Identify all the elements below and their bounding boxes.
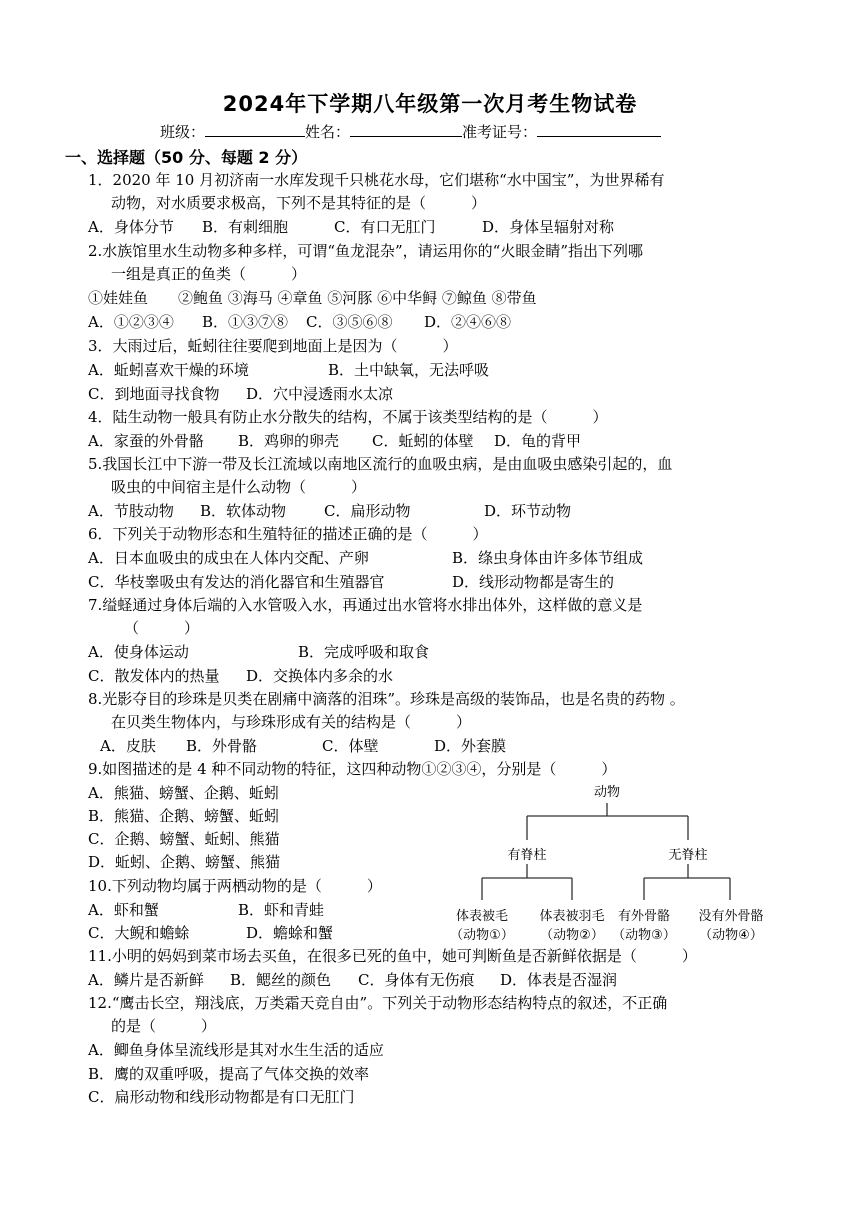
- q1-option-b[interactable]: B．有刺细胞: [202, 218, 289, 236]
- q7-option-a[interactable]: A．使身体运动: [88, 643, 189, 661]
- exam-id-blank[interactable]: [537, 122, 661, 137]
- q2-option-d[interactable]: D．②④⑥⑧: [424, 313, 512, 331]
- q3-option-a[interactable]: A．蚯蚓喜欢干燥的环境: [88, 361, 249, 379]
- q8-stem-line1: 8.光影夺目的珍珠是贝类在剧痛中滴落的泪珠”。珍珠是高级的装饰品，也是名贵的药物 。: [88, 690, 685, 708]
- q5-option-b[interactable]: B．软体动物: [200, 502, 287, 520]
- q1-option-a[interactable]: A．身体分节: [88, 218, 174, 236]
- q4-option-c[interactable]: C．蚯蚓的体壁: [372, 432, 474, 450]
- q2-stem-line1: 2.水族馆里水生动物多种多样，可谓“鱼龙混杂”，请运用你的“火眼金睛”指出下列哪: [88, 242, 643, 260]
- q7-stem-line1: 7.缢蛏通过身体后端的入水管吸入水，再通过出水管将水排出体外，这样做的意义是: [88, 596, 643, 614]
- q11-options: [88, 970, 617, 990]
- q2-option-c[interactable]: C．③⑤⑥⑧: [306, 313, 393, 331]
- q4-option-b[interactable]: B．鸡卵的卵壳: [238, 432, 340, 450]
- q5-stem-line2: 吸虫的中间宿主是什么动物（ ）: [111, 478, 367, 496]
- q5-option-d[interactable]: D．环节动物: [484, 502, 572, 520]
- q8-option-c[interactable]: C．体壁: [322, 737, 379, 755]
- q6-options-row1: [88, 548, 643, 568]
- q9-option-d[interactable]: D．蚯蚓、企鹅、螃蟹、熊猫: [88, 853, 281, 871]
- q5-stem-line1: 5.我国长江中下游一带及长江流域以南地区流行的血吸虫病，是由血吸虫感染引起的，血: [88, 455, 673, 473]
- leaf-3-feature: 有外骨骼: [617, 909, 670, 924]
- q5-option-a[interactable]: A．节肢动物: [88, 502, 174, 520]
- leaf-2-feature: 体表被羽毛: [539, 909, 605, 924]
- q8-option-b[interactable]: B．外骨骼: [186, 737, 258, 755]
- q11-stem: 11.小明的妈妈到菜市场去买鱼，在很多已死的鱼中，她可判断鱼是否新鲜依据是（ ）: [88, 947, 697, 965]
- q1-options: [88, 217, 614, 237]
- student-info-line: [160, 121, 661, 142]
- q4-options: [88, 431, 581, 451]
- q5-options: [88, 501, 571, 521]
- q6-option-a[interactable]: A．日本血吸虫的成虫在人体内交配、产卵: [88, 549, 369, 567]
- q1-option-c[interactable]: C．有口无肛门: [334, 218, 436, 236]
- exam-title: 2024年下学期八年级第一次月考生物试卷: [222, 92, 638, 116]
- leaf-4-feature: 没有外骨骼: [698, 909, 764, 924]
- q10-options-row1: [88, 900, 324, 920]
- q9-option-a[interactable]: A．熊猫、螃蟹、企鹅、蚯蚓: [88, 784, 279, 802]
- leaf-3-animal: （动物③）: [612, 928, 676, 943]
- q1-stem-line1: 1．2020 年 10 月初济南一水库发现千只桃花水母，它们堪称“水中国宝”，为世界稀有: [88, 171, 665, 189]
- animal-classification-diagram: [440, 778, 780, 948]
- q9-option-c[interactable]: C．企鹅、螃蟹、蚯蚓、熊猫: [88, 830, 280, 848]
- q1-stem-line2: 动物，对水质要求极高，下列不是其特征的是（ ）: [111, 194, 487, 212]
- q8-stem-line2: 在贝类生物体内，与珍珠形成有关的结构是（ ）: [111, 713, 472, 731]
- q2-option-a[interactable]: A．①②③④: [88, 313, 174, 331]
- q6-options-row2: [88, 572, 614, 592]
- q7-option-c[interactable]: C．散发体内的热量: [88, 667, 220, 685]
- class-blank[interactable]: [205, 122, 305, 137]
- q10-options-row2: [88, 923, 333, 943]
- q11-option-b[interactable]: B．鳃丝的颜色: [230, 971, 332, 989]
- q11-option-c[interactable]: C．身体有无伤痕: [358, 971, 475, 989]
- q10-stem: 10.下列动物均属于两栖动物的是（ ）: [88, 877, 382, 895]
- diagram-root-label: 动物: [593, 785, 620, 800]
- exam-id-label: 准考证号：: [462, 123, 538, 141]
- q2-stem-line2: 一组是真正的鱼类（ ）: [111, 265, 307, 283]
- q8-options: [100, 736, 506, 756]
- q3-option-b[interactable]: B．土中缺氧，无法呼吸: [328, 361, 490, 379]
- q10-option-d[interactable]: D．蟾蜍和蟹: [246, 924, 334, 942]
- q2-items: ①娃娃鱼 ②鲍鱼 ③海马 ④章鱼 ⑤河豚 ⑥中华鲟 ⑦鲸鱼 ⑧带鱼: [88, 289, 537, 307]
- q6-stem: 6．下列关于动物形态和生殖特征的描述正确的是（ ）: [88, 525, 488, 543]
- q7-option-d[interactable]: D．交换体内多余的水: [246, 667, 394, 685]
- q3-stem: 3．大雨过后，蚯蚓往往要爬到地面上是因为（ ）: [88, 337, 458, 355]
- q7-option-b[interactable]: B．完成呼吸和取食: [298, 643, 430, 661]
- q4-stem: 4．陆生动物一般具有防止水分散失的结构，不属于该类型结构的是（ ）: [88, 408, 608, 426]
- diagram-vertebrate-label: 有脊柱: [507, 848, 547, 863]
- q3-options-row1: [88, 360, 489, 380]
- q7-stem-line2: （ ）: [124, 619, 200, 637]
- q10-option-a[interactable]: A．虾和蟹: [88, 901, 159, 919]
- q1-option-d[interactable]: D．身体呈辐射对称: [482, 218, 615, 236]
- leaf-1-feature: 体表被毛: [455, 909, 508, 924]
- diagram-leaf-2: [528, 905, 616, 943]
- leaf-2-animal: （动物②）: [540, 928, 604, 943]
- q12-option-a[interactable]: A．鲫鱼身体呈流线形是其对水生生活的适应: [88, 1041, 384, 1059]
- q2-options: [88, 312, 511, 332]
- diagram-invertebrate-label: 无脊柱: [668, 848, 708, 863]
- name-blank[interactable]: [350, 122, 462, 137]
- q6-option-d[interactable]: D．线形动物都是寄生的: [452, 573, 615, 591]
- leaf-1-animal: （动物①）: [450, 928, 514, 943]
- q3-options-row2: [88, 384, 393, 404]
- q10-option-b[interactable]: B．虾和青蛙: [238, 901, 325, 919]
- q10-option-c[interactable]: C．大鲵和蟾蜍: [88, 924, 190, 942]
- q7-options-row1: [88, 642, 429, 662]
- q5-option-c[interactable]: C．扁形动物: [324, 502, 411, 520]
- q6-option-c[interactable]: C．华枝睾吸虫有发达的消化器官和生殖器官: [88, 573, 385, 591]
- section-title: 一、选择题（50 分、每题 2 分）: [65, 148, 308, 167]
- q11-option-a[interactable]: A．鳞片是否新鲜: [88, 971, 204, 989]
- q3-option-d[interactable]: D．穴中浸透雨水太凉: [246, 385, 394, 403]
- q8-option-d[interactable]: D．外套膜: [434, 737, 507, 755]
- name-label: 姓名：: [305, 123, 351, 141]
- q4-option-d[interactable]: D．龟的背甲: [494, 432, 582, 450]
- q9-stem: 9.如图描述的是 4 种不同动物的特征，这四种动物①②③④，分别是（ ）: [88, 760, 617, 778]
- q8-option-a[interactable]: A．皮肤: [100, 737, 156, 755]
- q12-stem-line1: 12.“鹰击长空，翔浅底，万类霜天竞自由”。下列关于动物形态结构特点的叙述，不正确: [88, 994, 668, 1012]
- class-label: 班级：: [160, 123, 206, 141]
- q12-stem-line2: 的是（ ）: [111, 1017, 217, 1035]
- diagram-leaf-1: [442, 905, 522, 943]
- q2-option-b[interactable]: B．①③⑦⑧: [202, 313, 289, 331]
- diagram-leaf-3: [606, 905, 682, 943]
- diagram-leaf-4: [688, 905, 774, 943]
- q9-option-b[interactable]: B．熊猫、企鹅、螃蟹、蚯蚓: [88, 807, 280, 825]
- q3-option-c[interactable]: C．到地面寻找食物: [88, 385, 220, 403]
- q12-option-c[interactable]: C．扁形动物和线形动物都是有口无肛门: [88, 1088, 355, 1106]
- leaf-4-animal: （动物④）: [699, 928, 763, 943]
- q7-options-row2: [88, 666, 393, 686]
- q12-option-b[interactable]: B．鹰的双重呼吸，提高了气体交换的效率: [88, 1065, 370, 1083]
- q11-option-d[interactable]: D．体表是否湿润: [500, 971, 618, 989]
- q4-option-a[interactable]: A．家蚕的外骨骼: [88, 432, 204, 450]
- q6-option-b[interactable]: B．绦虫身体由许多体节组成: [452, 549, 644, 567]
